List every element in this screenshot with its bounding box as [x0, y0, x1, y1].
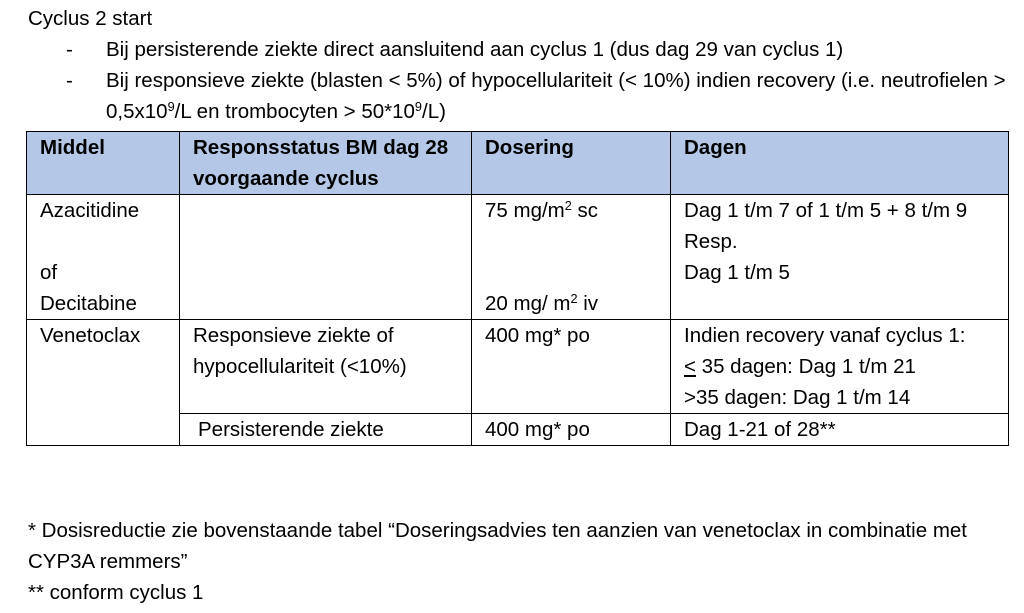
- cell-dosering: 400 mg* po: [472, 414, 671, 446]
- cell-respons: [180, 195, 472, 320]
- cell-dagen: Dag 1 t/m 7 of 1 t/m 5 + 8 t/m 9 Resp. Dag 1 t/m 5: [671, 195, 1009, 320]
- bullet-text: Bij persisterende ziekte direct aansluitend aan cyclus 1 (dus dag 29 van cyclus 1): [106, 38, 844, 61]
- bullet-item: [62, 34, 1012, 65]
- table-row: [27, 195, 1009, 320]
- bullet-item: [62, 65, 1012, 127]
- cell-dosering: 75 $mg/m^2$ sc 20 mg/ $m^2$ iv: [472, 195, 671, 320]
- bullet-text: Bij responsieve ziekte (blasten < 5%) of hypocellulariteit (< 10%) indien recovery (i.e. neutrofielen > $0,5x10^9/L$ en trombocyten > $50*10^9/L$): [106, 69, 1006, 123]
- bullet-dash: -: [66, 69, 73, 92]
- dosing-table: [26, 131, 1009, 446]
- footnote: * Dosisreductie zie bovenstaande tabel “Doseringsadvies ten aanzien van venetoclax in combinatie met CYP3A remmers”: [28, 519, 967, 573]
- header-middel: Middel: [27, 132, 180, 195]
- header-dosering: Dosering: [472, 132, 671, 195]
- section-heading: Cyclus 2 start: [28, 7, 153, 30]
- cell-middel: Venetoclax: [27, 320, 180, 446]
- cell-respons: Persisterende ziekte: [180, 414, 472, 446]
- cell-dagen: Dag 1-21 of 28**: [671, 414, 1009, 446]
- superscript: 9: [167, 99, 175, 115]
- bullet-dash: -: [66, 38, 73, 61]
- cell-dagen: Indien recovery vanaf cyclus 1: < 35 dagen: Dag 1 t/m 21 >35 dagen: Dag 1 t/m 14: [671, 320, 1009, 414]
- cell-middel: Azacitidine of Decitabine: [27, 195, 180, 320]
- superscript: 9: [414, 99, 422, 115]
- footnotes: [28, 515, 1008, 608]
- footnote: ** conform cyclus 1: [28, 581, 204, 604]
- table-row: [27, 320, 1009, 414]
- bullet-list: [62, 34, 1012, 127]
- header-dagen: Dagen: [671, 132, 1009, 195]
- cell-dosering: 400 mg* po: [472, 320, 671, 414]
- cell-respons: Responsieve ziekte of hypocellulariteit (<10%): [180, 320, 472, 414]
- header-responsstatus: Responsstatus BM dag 28 voorgaande cyclus: [180, 132, 472, 195]
- table-header-row: [27, 132, 1009, 195]
